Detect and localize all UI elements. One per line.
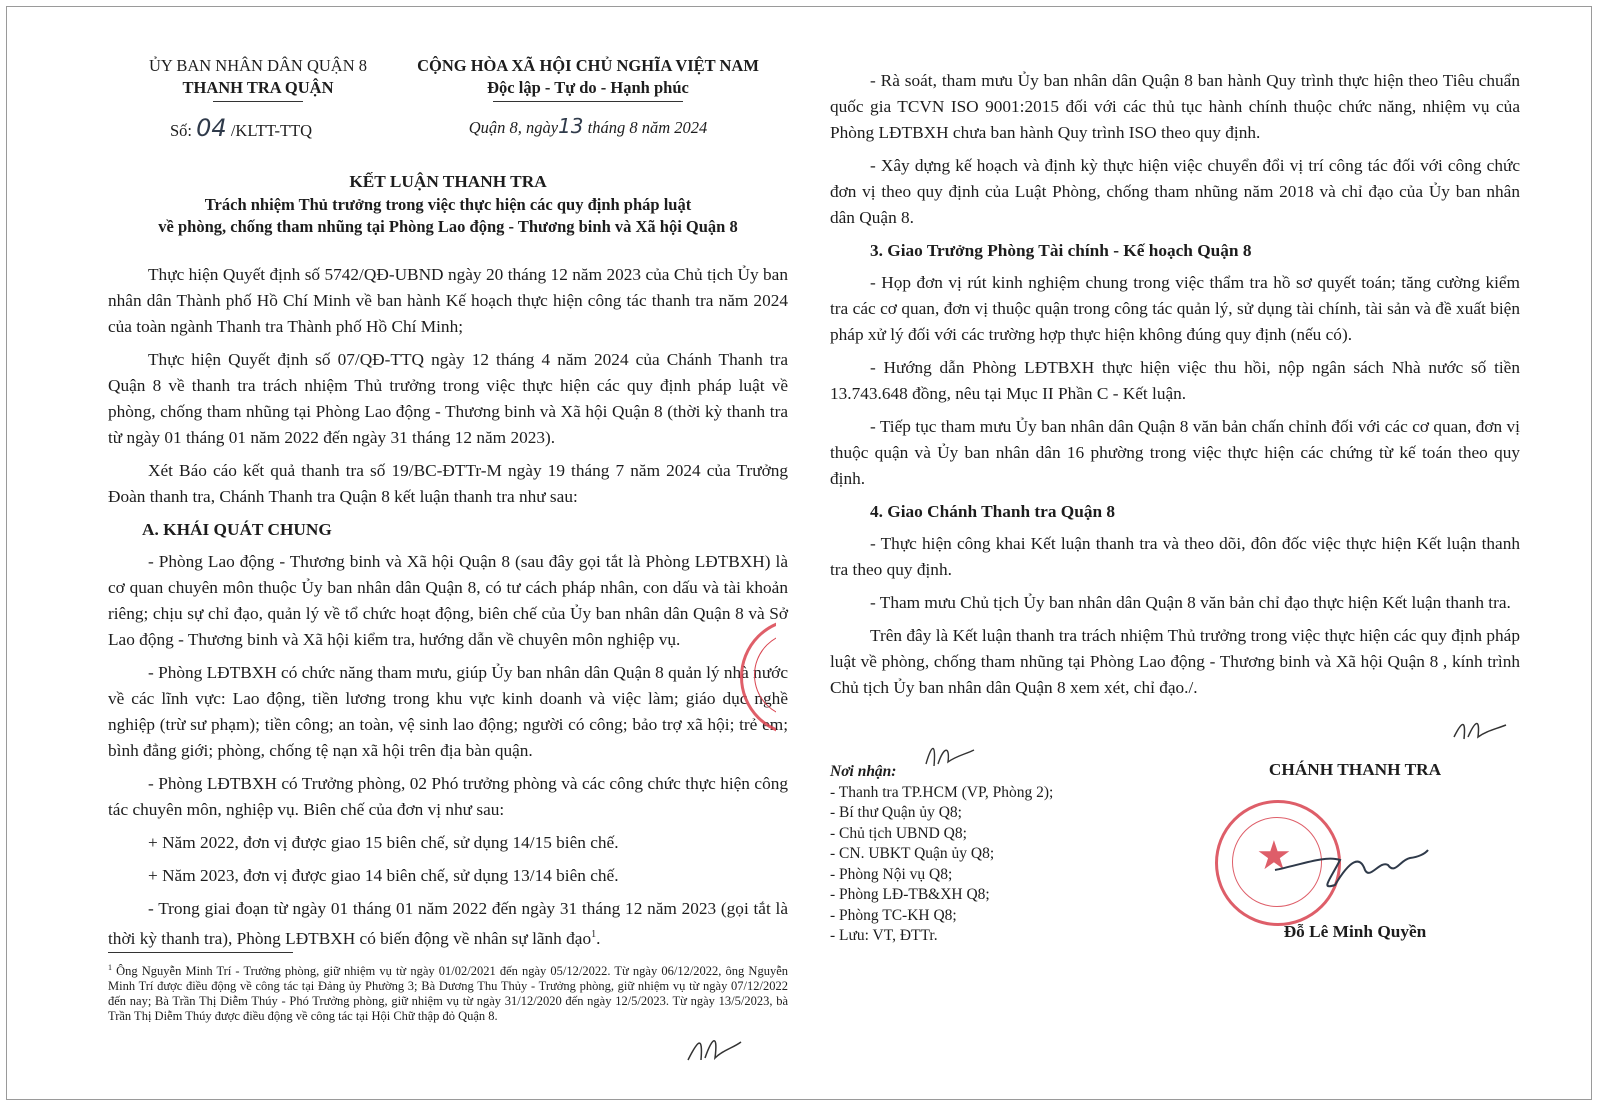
director-signature <box>1270 830 1430 900</box>
date-suffix: tháng 8 năm 2024 <box>587 118 708 137</box>
closing-initials <box>1450 715 1510 750</box>
header-underline <box>213 101 303 102</box>
paragraph: - Xây dựng kế hoạch và định kỳ thực hiện việc chuyển đổi vị trí công tác đối với công chức đơn vị theo quy định của Luật Phòng, chống tham nhũng năm 2018 và chỉ đạo của Ủy ban nhân dân Quận 8. <box>830 156 1520 227</box>
paragraph: - Phòng LĐTBXH có Trưởng phòng, 02 Phó trưởng phòng và các công chức thực hiện công tác chuyên môn, nghiệp vụ. Biên chế của đơn vị như sau: <box>108 774 788 819</box>
nation-header <box>408 55 768 102</box>
paragraph: Thực hiện Quyết định số 5742/QĐ-UBND ngày 20 tháng 12 năm 2023 của Chủ tịch Ủy ban nhân dân Thành phố Hồ Chí Minh về ban hành Kế hoạch thực hiện công tác thanh tra năm 2024 của toàn ngành Thanh tra Thành phố Hồ Chí Minh; <box>108 265 788 336</box>
footnote-text: Ông Nguyễn Minh Trí - Trưởng phòng, giữ nhiệm vụ từ ngày 01/02/2021 đến ngày 05/12/2022. Từ ngày 06/12/2022, ông Nguyễn Minh Trí được điều động về công tác tại Đảng ủy Phường 3; Bà Dương Thu Thủy - Trưởng phòng, giữ nhiệm vụ từ ngày 07/12/2022 đến nay; Bà Trần Thị Diễm Thúy - Phó Trưởng phòng, giữ nhiệm vụ từ ngày 31/12/2020 đến ngày 12/5/2023. Từ ngày 13/5/2023, bà Trần Thị Diễm Thúy được điều động về công tác tại Hội Chữ thập đỏ Quận 8. <box>108 964 788 1024</box>
date-prefix: Quận 8, ngày <box>468 118 559 137</box>
section-heading-4: 4. Giao Chánh Thanh tra Quận 8 <box>870 502 1116 521</box>
paragraph: Trên đây là Kết luận thanh tra trách nhiệm Thủ trưởng trong việc thực hiện các quy định pháp luật về phòng, chống tham nhũng tại Phòng Lao động - Thương binh và Xã hội Quận 8 , kính trình Chủ tịch Ủy ban nhân dân Quận 8 xem xét, chỉ đạo./. <box>830 626 1520 697</box>
recipient-item: - CN. UBKT Quận ủy Q8; <box>830 845 995 862</box>
document-number <box>170 114 312 142</box>
subtitle-line1: Trách nhiệm Thủ trưởng trong việc thực hiện các quy định pháp luật <box>204 195 692 214</box>
footnote-rule <box>108 952 293 953</box>
paragraph: + Năm 2022, đơn vị được giao 15 biên chế, sử dụng 14/15 biên chế. <box>148 833 619 852</box>
footnote-ref: 1 <box>591 929 597 940</box>
paragraph: - Thực hiện công khai Kết luận thanh tra và theo dõi, đôn đốc việc thực hiện Kết luận thanh tra theo quy định. <box>830 534 1520 579</box>
nation-line1: CỘNG HÒA XÃ HỘI CHỦ NGHĨA VIỆT NAM <box>417 56 759 75</box>
recipients-title: Nơi nhận: <box>830 763 897 780</box>
stamp-star-icon: ★ <box>1256 833 1292 879</box>
date-day-handwritten: 13 <box>558 114 584 138</box>
section-heading-3: 3. Giao Trưởng Phòng Tài chính - Kế hoạch Quận 8 <box>870 241 1252 260</box>
signer-title: CHÁNH THANH TRA <box>1268 760 1442 779</box>
seam-stamp <box>740 618 776 738</box>
doc-number-suffix: /KLTT-TTQ <box>230 121 313 140</box>
recipient-item: - Phòng Nội vụ Q8; <box>830 865 953 883</box>
paragraph: - Hướng dẫn Phòng LĐTBXH thực hiện việc thu hồi, nộp ngân sách Nhà nước số tiền 13.743.648 đồng, nêu tại Mục II Phần C - Kết luận. <box>830 358 1520 403</box>
paragraph: - Họp đơn vị rút kinh nghiệm chung trong việc thẩm tra hồ sơ quyết toán; tăng cường kiểm tra các cơ quan, đơn vị thuộc quận trong công tác quản lý, sử dụng tài chính, tài sản và đề xuất biện pháp xử lý đối với các trường hợp thực hiện không đúng quy định (nếu có). <box>830 273 1520 344</box>
recipient-item: - Lưu: VT, ĐTTr. <box>830 927 938 944</box>
recipient-item: - Phòng LĐ-TB&XH Q8; <box>830 886 990 903</box>
paragraph: Xét Báo cáo kết quả thanh tra số 19/BC-ĐTTr-M ngày 19 tháng 7 năm 2024 của Trưởng Đoàn thanh tra, Chánh Thanh tra Quận 8 kết luận thanh tra như sau: <box>108 461 788 506</box>
paragraph: - Phòng Lao động - Thương binh và Xã hội Quận 8 (sau đây gọi tắt là Phòng LĐTBXH) là cơ quan chuyên môn thuộc Ủy ban nhân dân Quận 8, có tư cách pháp nhân, con dấu và tài khoản riêng; chịu sự chỉ đạo, quản lý về tổ chức hoạt động, biên chế của Ủy ban nhân dân Quận 8 và Sở Lao động - Thương binh và Xã hội kiểm tra, hướng dẫn về chuyên môn nghiệp vụ. <box>108 552 788 649</box>
recipients-block <box>830 762 1130 947</box>
section-heading-a: A. KHÁI QUÁT CHUNG <box>142 520 332 539</box>
motto-underline <box>493 101 683 102</box>
agency-line1: ỦY BAN NHÂN DÂN QUẬN 8 <box>148 56 367 75</box>
recipients-initials <box>922 738 977 773</box>
paragraph: - Phòng LĐTBXH có chức năng tham mưu, giúp Ủy ban nhân dân Quận 8 quản lý nhà nước về các lĩnh vực: Lao động, tiền lương trong khu vực kinh doanh và việc làm; giáo dục nghề nghiệp (trừ sư phạm); tiền công; an toàn, vệ sinh lao động; người có công; bảo trợ xã hội; trẻ em; bình đẳng giới; phòng, chống tệ nạn xã hội trên địa bàn quận. <box>108 663 788 760</box>
signer-name: Đỗ Lê Minh Quyền <box>1283 922 1427 941</box>
doc-number-prefix: Số: <box>170 121 193 140</box>
recipient-item: - Bí thư Quận ủy Q8; <box>830 804 962 821</box>
right-body <box>830 68 1520 708</box>
document-title: KẾT LUẬN THANH TRA <box>349 172 547 191</box>
agency-header <box>108 55 408 102</box>
paragraph-text: - Trong giai đoạn từ ngày 01 tháng 01 năm 2022 đến ngày 31 tháng 12 năm 2023 (gọi tắt là thời kỳ thanh tra), Phòng LĐTBXH có biến động về nhân sự lãnh đạo <box>108 899 788 948</box>
paragraph: - Tiếp tục tham mưu Ủy ban nhân dân Quận 8 văn bản chấn chỉnh đối với các cơ quan, đơn vị thuộc quận và Ủy ban nhân dân 16 phường trong việc thực hiện các chứng từ kế toán theo quy định. <box>830 417 1520 488</box>
paragraph: - Tham mưu Chủ tịch Ủy ban nhân dân Quận 8 văn bản chỉ đạo thực hiện Kết luận thanh tra. <box>870 593 1511 612</box>
paragraph: + Năm 2023, đơn vị được giao 14 biên chế, sử dụng 13/14 biên chế. <box>148 866 619 885</box>
recipient-item: - Chủ tịch UBND Q8; <box>830 824 967 842</box>
recipient-item: - Phòng TC-KH Q8; <box>830 906 957 924</box>
paragraph: - Trong giai đoạn từ ngày 01 tháng 01 năm 2022 đến ngày 31 tháng 12 năm 2023 (gọi tắt là thời kỳ thanh tra), Phòng LĐTBXH có biến động về nhân sự lãnh đạo$^1$. <box>108 899 788 948</box>
agency-line2: THANH TRA QUẬN <box>182 78 334 97</box>
initials-signature <box>683 1030 743 1070</box>
footnote <box>108 960 788 1024</box>
document-date <box>408 114 768 138</box>
doc-number-handwritten: 04 <box>196 114 227 142</box>
title-block <box>108 170 788 238</box>
nation-line2: Độc lập - Tự do - Hạnh phúc <box>487 78 689 97</box>
left-body <box>108 262 788 959</box>
recipient-item: - Thanh tra TP.HCM (VP, Phòng 2); <box>830 783 1054 801</box>
footnote-mark: 1 <box>108 963 112 972</box>
subtitle-line2: về phòng, chống tham nhũng tại Phòng Lao động - Thương binh và Xã hội Quận 8 <box>158 217 738 236</box>
paragraph: Thực hiện Quyết định số 07/QĐ-TTQ ngày 12 tháng 4 năm 2024 của Chánh Thanh tra Quận 8 về thanh tra trách nhiệm Thủ trưởng trong việc thực hiện các quy định pháp luật về phòng, chống tham nhũng tại Phòng Lao động - Thương binh và Xã hội Quận 8 (thời kỳ thanh tra từ ngày 01 tháng 01 năm 2022 đến ngày 31 tháng 12 năm 2023). <box>108 350 788 447</box>
paragraph: - Rà soát, tham mưu Ủy ban nhân dân Quận 8 ban hành Quy trình thực hiện theo Tiêu chuẩn quốc gia TCVN ISO 9001:2015 đối với các thủ tục hành chính thuộc chức năng, nhiệm vụ của Phòng LĐTBXH chưa ban hành Quy trình ISO theo quy định. <box>830 71 1520 142</box>
